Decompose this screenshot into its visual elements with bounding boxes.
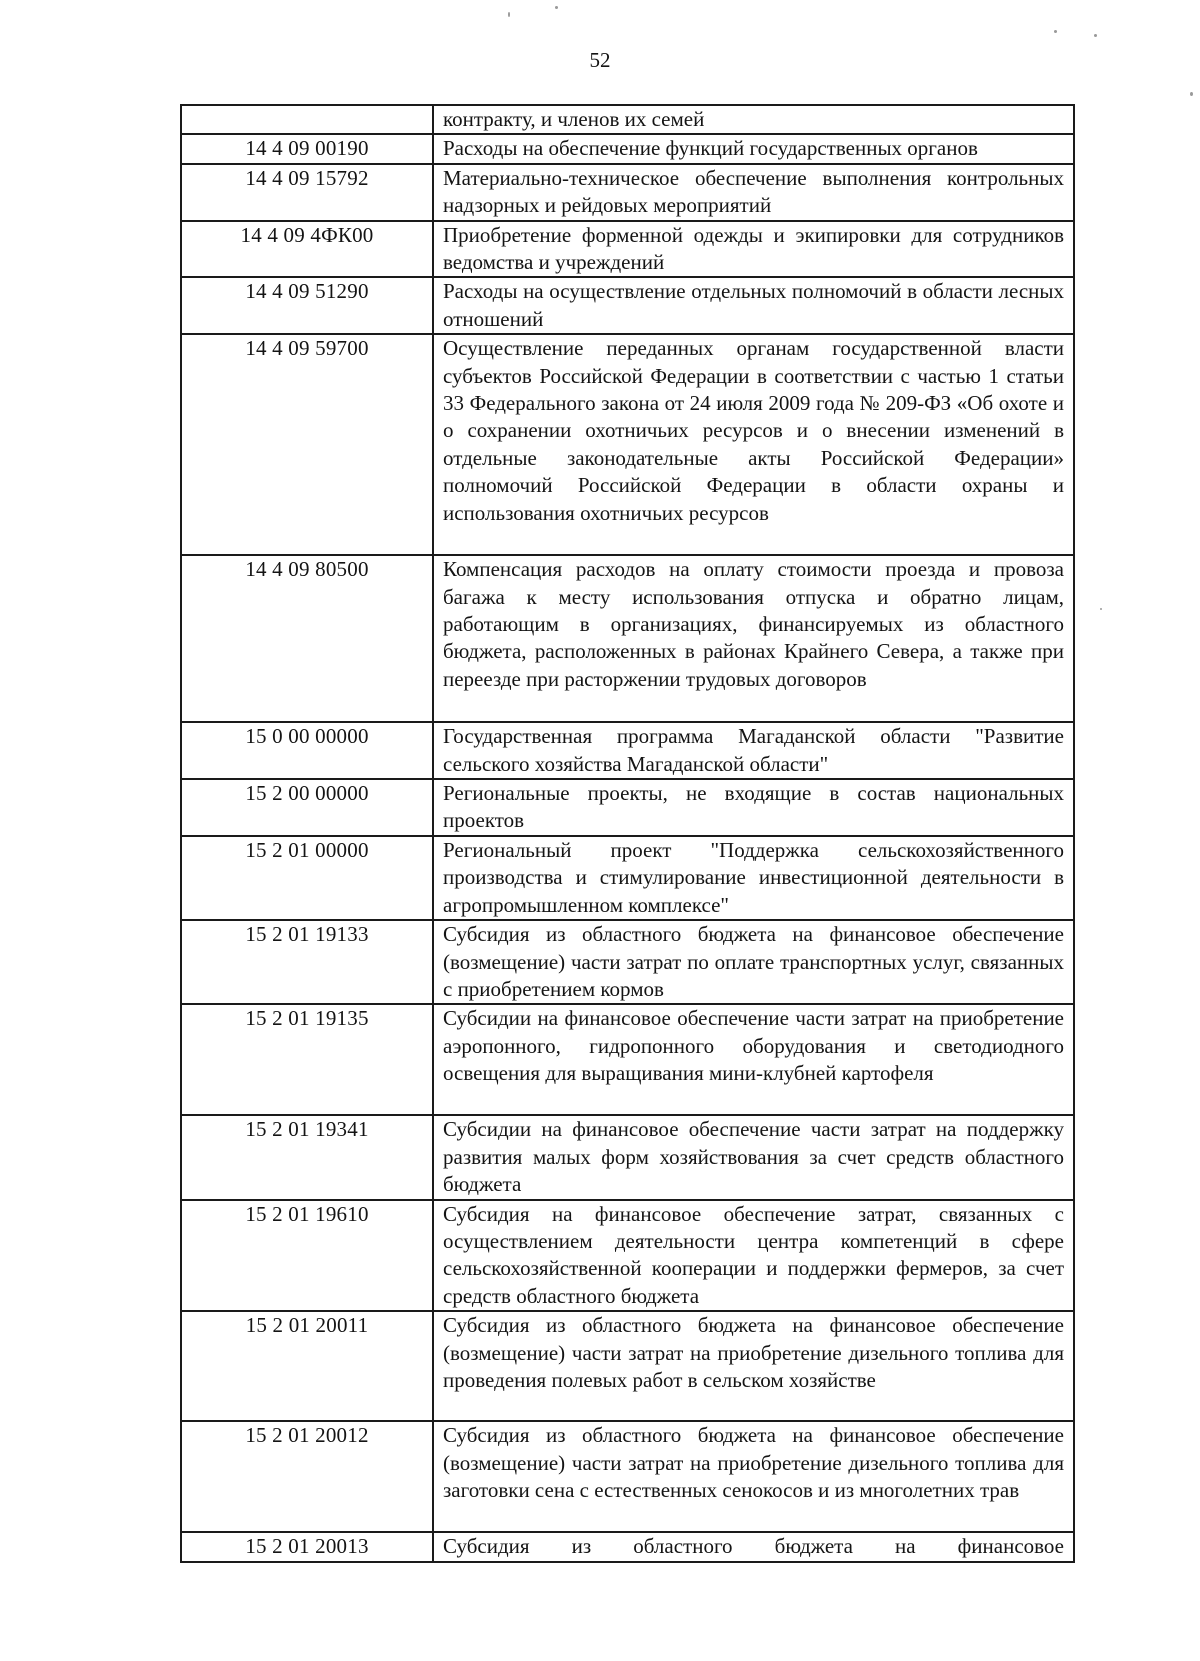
- table-row: [181, 1421, 1074, 1532]
- table-row: [181, 134, 1074, 163]
- row-code: 15 2 01 19135: [181, 1004, 433, 1115]
- scan-speck: [1190, 92, 1193, 96]
- row-description-text: Региональные проекты, не входящие в состав национальных проектов: [443, 781, 1064, 833]
- scan-speck: [1100, 608, 1102, 610]
- table-row: [181, 334, 1074, 555]
- row-description-text: Материально-техническое обеспечение выполнения контрольных надзорных и рейдовых мероприятий: [443, 165, 1064, 218]
- row-description-text: контракту, и членов их семей: [443, 107, 705, 131]
- row-description-text: Субсидия из областного бюджета на финансовое обеспечение (возмещение) части затрат по оплате транспортных услуг, связанных с приобретением кормов: [443, 922, 1064, 1001]
- table-row: [181, 1200, 1074, 1312]
- row-description: [433, 105, 1074, 134]
- table-row: [181, 555, 1074, 722]
- row-code: 15 2 01 19610: [181, 1200, 433, 1312]
- table-row: [181, 1004, 1074, 1115]
- table-row: [181, 221, 1074, 278]
- row-description: [433, 277, 1074, 334]
- row-code: 15 2 01 20011: [181, 1311, 433, 1421]
- row-description: [433, 1532, 1074, 1561]
- scan-speck: [555, 6, 558, 9]
- row-description-text: Расходы на осуществление отдельных полномочий в области лесных отношений: [443, 279, 1064, 331]
- row-description: [433, 920, 1074, 1004]
- row-description: [433, 722, 1074, 779]
- row-code: 14 4 09 15792: [181, 164, 433, 221]
- table-row: [181, 779, 1074, 836]
- row-description-text: Субсидии на финансовое обеспечение части затрат на приобретение аэропонного, гидропонного оборудования и светодиодного освещения для выращивания мини-клубней картофеля: [443, 1006, 1064, 1086]
- row-description-text: Субсидия на финансовое обеспечение затрат, связанных с осуществлением деятельности центра компетенций в сфере сельскохозяйственной кооперации и поддержки фермеров, за счет средств областного бюджета: [443, 1201, 1064, 1308]
- row-description: [433, 555, 1074, 722]
- row-code: 14 4 09 80500: [181, 555, 433, 722]
- row-description: [433, 221, 1074, 278]
- table-row: [181, 1115, 1074, 1199]
- table-row: [181, 1532, 1074, 1561]
- row-code: 14 4 09 00190: [181, 134, 433, 163]
- row-description: [433, 836, 1074, 920]
- row-code: 15 0 00 00000: [181, 722, 433, 779]
- row-code: 15 2 01 19133: [181, 920, 433, 1004]
- row-code: [181, 105, 433, 134]
- row-description-text: Осуществление переданных органам государственной власти субъектов Российской Федерации в соответствии с частью 1 статьи 33 Федерального закона от 24 июля 2009 года № 209-ФЗ «Об охоте и о сохранении охотничьих ресурсов и о внесении изменений в отдельные законодательные акты Российской Федерации» полномочий Российской Федерации в области охраны и использования охотничьих ресурсов: [443, 336, 1064, 525]
- scan-speck: [1054, 30, 1057, 33]
- row-code: 15 2 00 00000: [181, 779, 433, 836]
- table-row: [181, 277, 1074, 334]
- row-description: [433, 1004, 1074, 1115]
- row-description: [433, 164, 1074, 221]
- row-description: [433, 1311, 1074, 1421]
- row-description-text: Компенсация расходов на оплату стоимости проезда и провоза багажа к месту использования отпуска и обратно лицам, работающим в организациях, финансируемых из областного бюджета, расположенных в районах Крайнего Севера, а также при переезде при расторжении трудовых договоров: [443, 557, 1064, 691]
- scan-speck: [508, 12, 510, 17]
- row-code: 15 2 01 20013: [181, 1532, 433, 1561]
- row-description: [433, 1115, 1074, 1199]
- table-row: [181, 836, 1074, 920]
- row-code: 15 2 01 20012: [181, 1421, 433, 1532]
- scan-speck: [1094, 34, 1097, 37]
- row-code: 15 2 01 00000: [181, 836, 433, 920]
- row-description-text: Расходы на обеспечение функций государственных органов: [443, 136, 978, 161]
- table-row: [181, 164, 1074, 221]
- row-description-text: Региональный проект "Поддержка сельскохозяйственного производства и стимулирование инвестиционной деятельности в агропромышленном комплексе": [443, 837, 1064, 917]
- row-description-text: Субсидии на финансовое обеспечение части затрат на поддержку развития малых форм хозяйствования за счет средств областного бюджета: [443, 1117, 1064, 1197]
- row-description-text: Государственная программа Магаданской области "Развитие сельского хозяйства Магаданской области": [443, 724, 1064, 776]
- table-row: [181, 722, 1074, 779]
- row-description: [433, 334, 1074, 555]
- row-code: 14 4 09 4ФК00: [181, 221, 433, 278]
- row-code: 15 2 01 19341: [181, 1115, 433, 1199]
- page-number: 52: [589, 48, 611, 72]
- row-code: 14 4 09 59700: [181, 334, 433, 555]
- table-row: [181, 105, 1074, 134]
- row-description-text: Субсидия из областного бюджета на финансовое: [443, 1534, 1064, 1559]
- table-row: [181, 920, 1074, 1004]
- row-description-text: Субсидия из областного бюджета на финансовое обеспечение (возмещение) части затрат на приобретение дизельного топлива для заготовки сена с естественных сенокосов и из многолетних трав: [443, 1423, 1064, 1502]
- row-description: [433, 1421, 1074, 1532]
- row-description: [433, 779, 1074, 836]
- row-description: [433, 134, 1074, 163]
- table-row: [181, 1311, 1074, 1421]
- row-description: [433, 1200, 1074, 1312]
- budget-codes-table: [180, 104, 1075, 1563]
- row-description-text: Субсидия из областного бюджета на финансовое обеспечение (возмещение) части затрат на приобретение дизельного топлива для проведения полевых работ в сельском хозяйстве: [443, 1313, 1064, 1392]
- row-code: 14 4 09 51290: [181, 277, 433, 334]
- row-description-text: Приобретение форменной одежды и экипировки для сотрудников ведомства и учреждений: [443, 222, 1064, 275]
